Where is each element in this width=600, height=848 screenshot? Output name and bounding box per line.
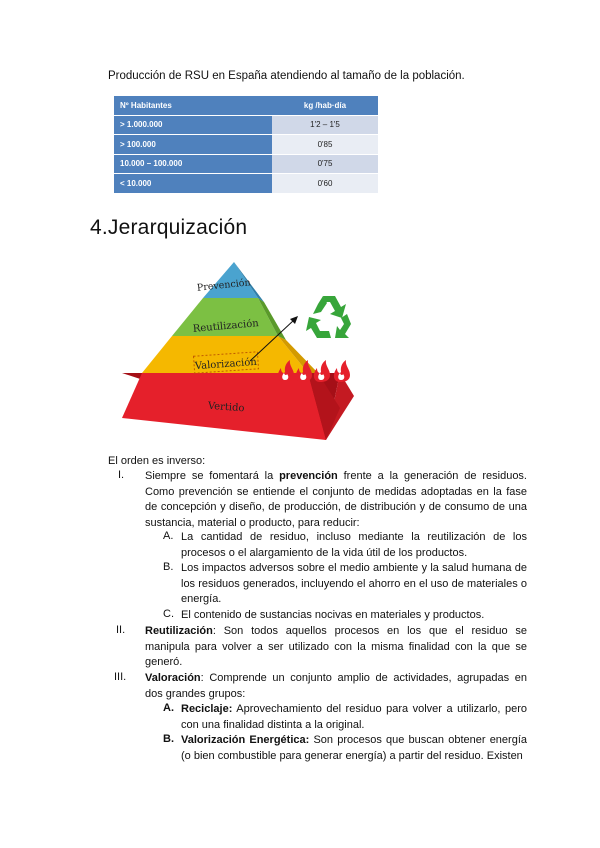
list-number: II. [116,624,126,636]
fire-icon [314,360,330,382]
waste-hierarchy-pyramid [108,258,378,448]
pyramid-label-prevencion: Prevención [196,277,252,294]
table-header-row [114,96,378,115]
table-row [114,115,378,135]
table-cell: 0'75 [272,154,378,174]
table-row [114,174,378,194]
table-cell: 0'85 [272,135,378,155]
sub-list-item: Los impactos adversos sobre el medio ambiente y la salud humana de los residuos generados, incluyendo el ahorro en el uso de materiales o energía. [181,562,527,606]
sub-list-label: B. [163,733,174,745]
column-header-kg: kg /hab·día [272,96,378,115]
bold-term: Reutilización [145,625,213,637]
table-cell: < 10.000 [114,174,272,194]
bold-term: Reciclaje: [181,703,233,715]
table-caption: Producción de RSU en España atendiendo al tamaño de la población. [108,70,465,82]
section-heading: 4.Jerarquización [90,216,248,239]
recycle-icon [306,296,351,338]
fire-icon [334,360,350,382]
table-cell: 1'2 – 1'5 [272,115,378,135]
text-span: Son procesos que buscan obtener energía (o bien combustible para generar energía) a partir del residuo. Existen [181,734,527,762]
list-item-valoracion [145,671,527,702]
bold-term: prevención [279,470,338,482]
bold-term: Valorización Energética: [181,734,310,746]
table-row [114,154,378,174]
sub-list-item-valorizacion-energetica [181,733,527,764]
sub-list-label: A. [163,530,174,542]
table-cell: > 1.000.000 [114,115,272,135]
text-span: Siempre se fomentará la [145,470,280,482]
table-cell: > 100.000 [114,135,272,155]
table-cell: 10.000 – 100.000 [114,154,272,174]
pyramid-label-vertido: Vertido [207,400,245,415]
sub-list-label: C. [163,608,174,620]
sub-list-label: B. [163,561,174,573]
pyramid-label-reutilizacion: Reutilización [192,318,260,335]
sub-list-label: A. [163,702,174,714]
intro-text: El orden es inverso: [108,455,206,467]
text-span: : Son todos aquellos procesos en los que el residuo se manipula para volver a ser utilizado con la misma finalidad con la que se generó. [145,625,527,669]
table-row [114,135,378,155]
list-item-reutilizacion [145,624,527,671]
table-cell: 0'60 [272,174,378,194]
text-span: : Comprende un conjunto amplio de actividades, agrupadas en dos grandes grupos: [145,672,527,700]
bold-term: Valoración [145,672,201,684]
list-item-prevencion [145,469,527,532]
sub-list-item: La cantidad de residuo, incluso mediante la reutilización de los procesos o el alargamiento de la vida útil de los productos. [181,531,527,559]
list-number: III. [114,671,127,683]
text-span: frente a la generación de residuos. Como prevención se entiende el conjunto de medidas adoptadas en la fase de concepción y diseño, de producción, de distribución y de consumo de una sustancia, material o producto, para reducir: [145,470,527,530]
sub-list-item: El contenido de sustancias nocivas en materiales y productos. [181,609,485,621]
rsu-table [114,96,378,194]
text-span: Aprovechamiento del residuo para volver a utilizarlo, pero con una finalidad distinta a la original. [181,703,527,731]
column-header-habitantes: Nº Habitantes [114,96,272,115]
list-number: I. [118,469,125,481]
pyramid-label-valorizacion: Valorización [194,356,258,373]
sub-list-item-reciclaje [181,702,527,733]
